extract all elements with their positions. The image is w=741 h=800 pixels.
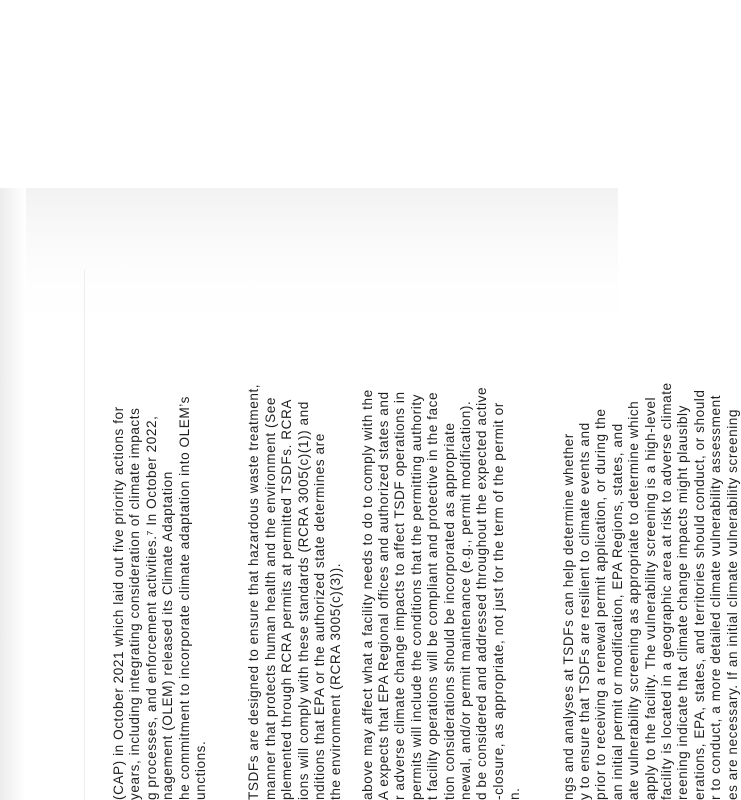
paragraph-permit-conditions [360, 260, 524, 800]
text-line: tion considerations should be incorporated as appropriate [441, 422, 457, 800]
text-line: manner that protects human health and the environment (See [262, 397, 278, 800]
paragraph-vulnerability-screening [561, 260, 741, 800]
text-line: ions will comply with these standards (RCRA 3005(c)(1)) and [295, 401, 311, 800]
text-line: unctions. [192, 740, 208, 800]
paragraph-tsdf-standards [246, 260, 344, 800]
text-line: r to conduct, a more detailed climate vulnerability assessment [708, 394, 724, 800]
text-line: ngs and analyses at TSDFs can help determine whether [560, 433, 576, 800]
text-line: A expects that EPA Regional offices and authorized states and [376, 391, 392, 800]
text-line: t facility operations will be compliant and protective in the face [425, 391, 441, 800]
text-line: plemented through RCRA permits at permitted TSDFs. RCRA [279, 399, 295, 800]
text-line: he commitment to incorporate climate adaptation into OLEM’s [176, 396, 192, 800]
text-line: an initial permit or modification, EPA Regions, states, and [609, 423, 625, 800]
text-line: d be considered and addressed throughout the expected active [474, 386, 490, 800]
paragraph-climate-action-plan [111, 260, 209, 800]
text-line: years, including integrating consideration of climate impacts [127, 407, 143, 800]
text-line: erations, EPA, states, and territories should conduct, or should [691, 389, 707, 800]
text-line: apply to the facility. The vulnerability screening is a high-level [642, 396, 658, 800]
text-line: g processes, and enforcement activities.⁷ In October 2022, [143, 415, 159, 800]
text-line: facility is located in a geographic area at risk to adverse climate [658, 382, 674, 800]
text-line: (CAP) in October 2021 which laid out five priority actions for [111, 406, 126, 800]
text-line: the environment (RCRA 3005(c)(3)). [328, 562, 344, 800]
text-line: y to ensure that TSDFs are resilient to climate events and [576, 422, 592, 800]
text-line: reening indicate that climate change impacts might plausibly [675, 405, 691, 800]
scan-edge [0, 188, 26, 800]
text-line: permits will include the conditions that the permitting authority [408, 394, 424, 800]
text-line: es are necessary. If an initial climate vulnerability screening [724, 408, 740, 800]
text-line: -closure, as appropriate, not just for the term of the permit or [490, 402, 506, 800]
text-line: nagement (OLEM) released its Climate Adaptation [160, 471, 176, 800]
text-line: prior to receiving a renewal permit application, or during the [593, 408, 609, 800]
rotated-document-page [111, 260, 741, 800]
text-line: n. [507, 787, 523, 800]
text-line: r adverse climate change impacts to affect TSDF operations in [392, 391, 408, 800]
text-line: newal, and/or permit maintenance (e.g., permit modification). [458, 400, 474, 800]
text-line: TSDFs are designed to ensure that hazardous waste treatment, [246, 383, 262, 800]
text-line: above may affect what a facility needs to do to comply with the [359, 389, 375, 800]
text-line: ate vulnerability screening as appropriate to determine which [626, 400, 642, 800]
scan-fold-line [84, 270, 85, 800]
text-line: nditions that EPA or the authorized state determines are [311, 433, 327, 800]
